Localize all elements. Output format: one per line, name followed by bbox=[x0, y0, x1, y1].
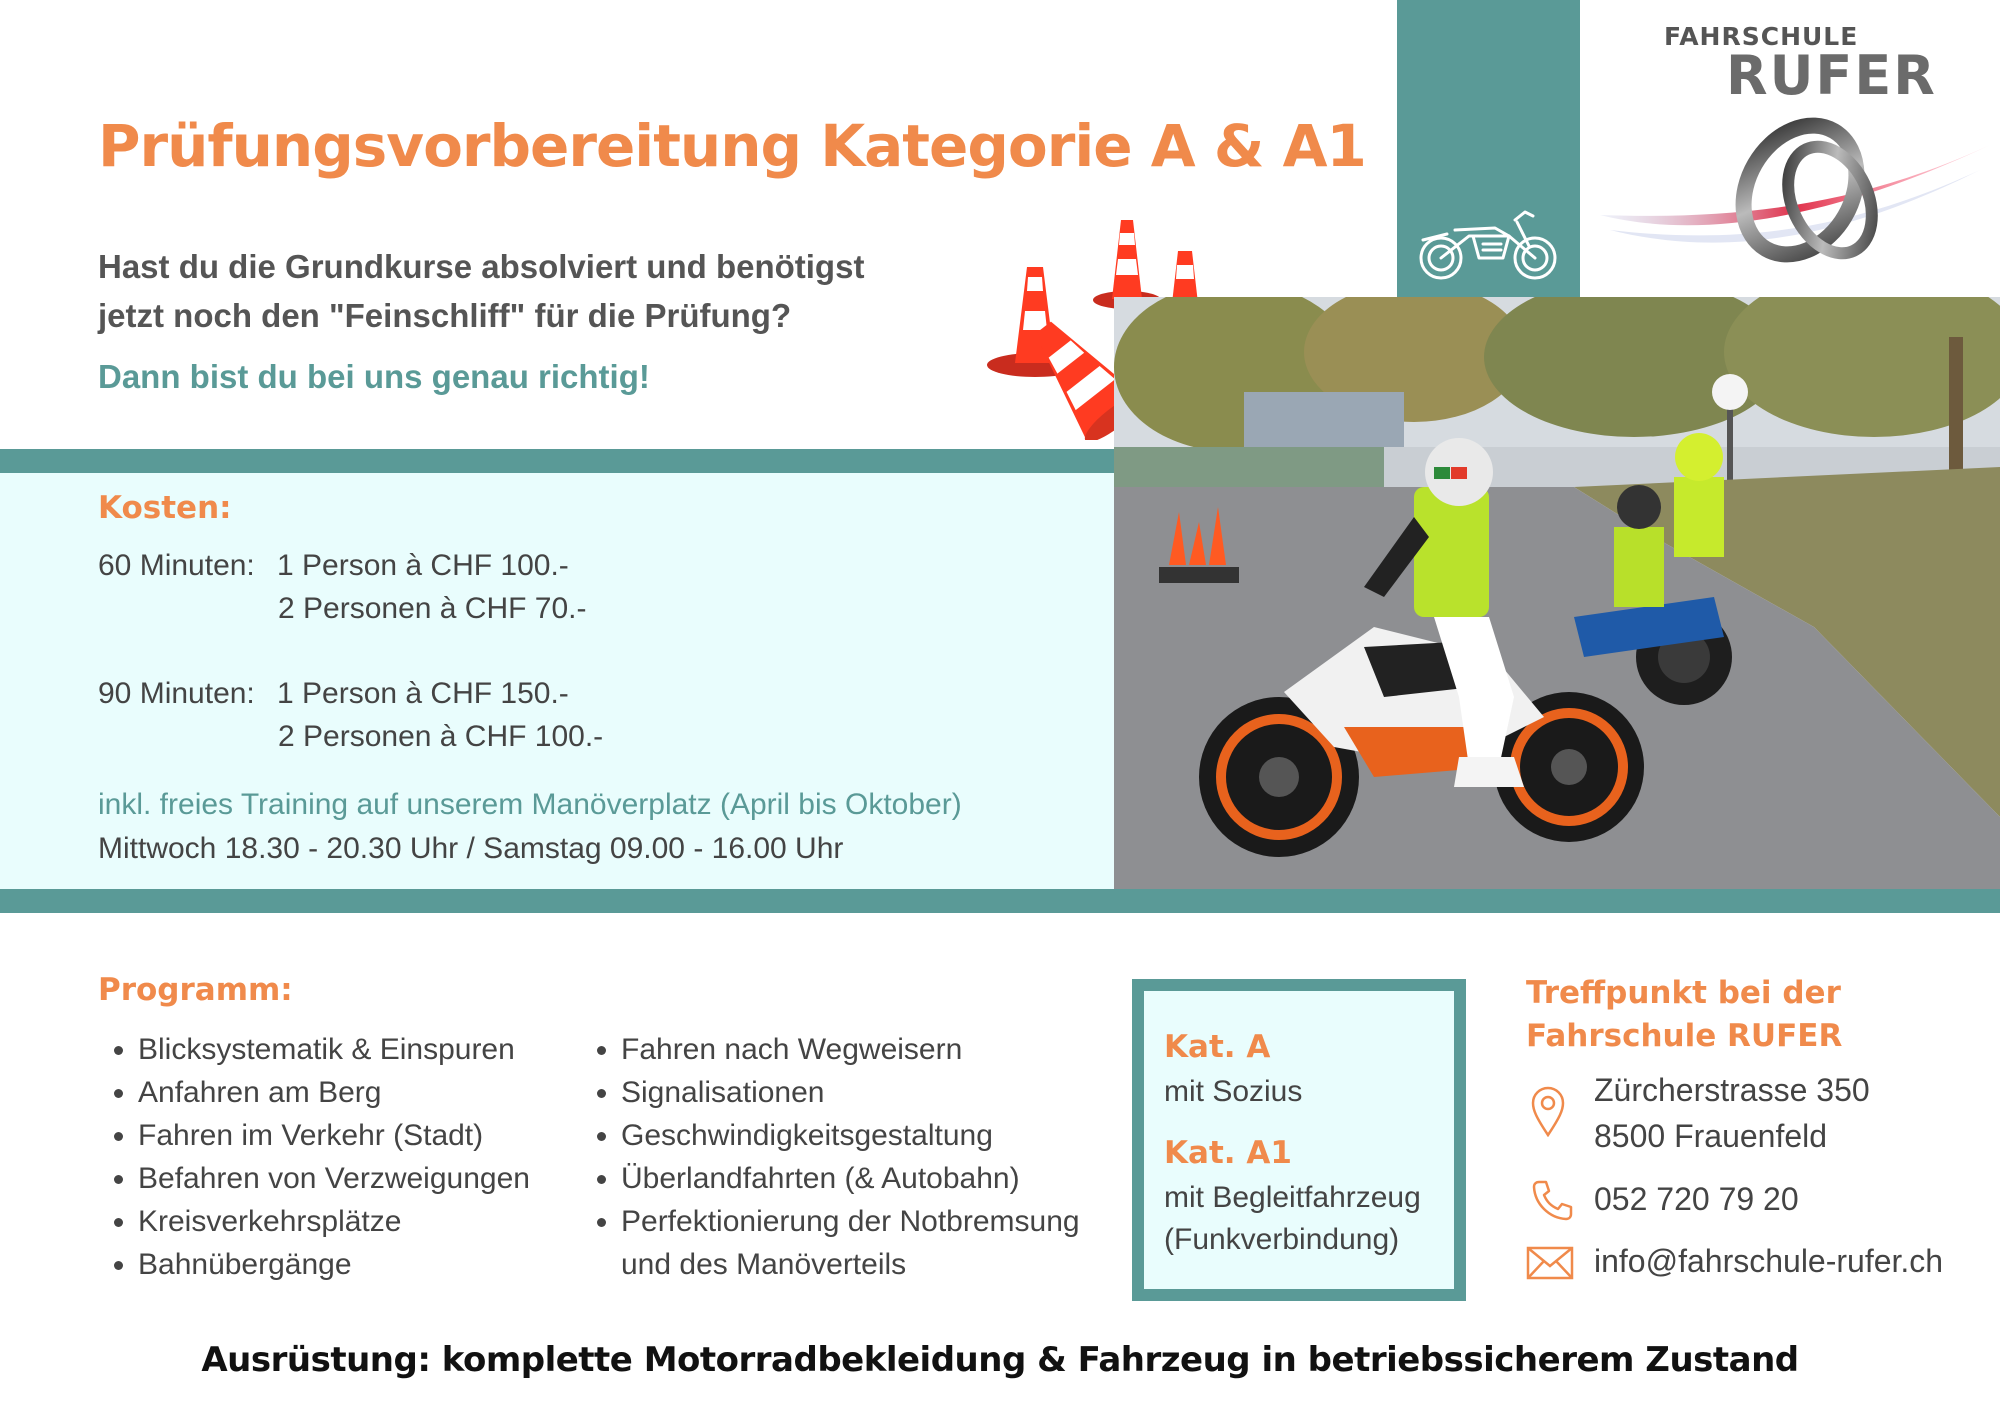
intro-line-2: jetzt noch den "Feinschliff" für die Prüfung? bbox=[98, 297, 792, 334]
list-item: • Perfektionierung der Notbremsung bbox=[621, 1200, 1080, 1243]
training-note: inkl. freies Training auf unserem Manöverplatz (April bis Oktober) bbox=[98, 788, 962, 821]
list-item: • Fahren im Verkehr (Stadt) bbox=[138, 1114, 530, 1157]
address-city: 8500 Frauenfeld bbox=[1594, 1118, 1828, 1154]
training-times: Mittwoch 18.30 - 20.30 Uhr / Samstag 09.00 - 16.00 Uhr bbox=[98, 832, 844, 865]
kosten-60-line-1: 1 Person à CHF 100.- bbox=[277, 549, 569, 582]
motorcycle-icon bbox=[1417, 200, 1560, 285]
list-item: • Anfahren am Berg bbox=[138, 1071, 530, 1114]
kosten-band-bottom bbox=[0, 889, 2000, 913]
kat-a-title: Kat. A bbox=[1164, 1029, 1271, 1065]
logo bbox=[1580, 0, 2000, 297]
list-item: • Geschwindigkeitsgestaltung bbox=[621, 1114, 1080, 1157]
phone-number[interactable]: 052 720 79 20 bbox=[1594, 1181, 1799, 1217]
list-item: • Fahren nach Wegweisern bbox=[621, 1028, 1080, 1071]
list-item: • Kreisverkehrsplätze bbox=[138, 1200, 530, 1243]
list-item: • Befahren von Verzweigungen bbox=[138, 1157, 530, 1200]
address-street: Zürcherstrasse 350 bbox=[1594, 1072, 1870, 1108]
kosten-90-label: 90 Minuten: bbox=[98, 677, 255, 710]
kosten-band-top bbox=[0, 449, 1114, 473]
list-item: • Überlandfahrten (& Autobahn) bbox=[621, 1157, 1080, 1200]
kosten-90-line-1: 1 Person à CHF 150.- bbox=[277, 677, 569, 710]
kat-a1-sub-1: mit Begleitfahrzeug bbox=[1164, 1181, 1421, 1214]
footer-equipment: Ausrüstung: komplette Motorradbekleidung & Fahrzeug in betriebssicherem Zustand bbox=[201, 1340, 1799, 1380]
intro-text bbox=[98, 242, 864, 340]
hero-photo bbox=[1114, 297, 2000, 889]
kosten-60-line-2: 2 Personen à CHF 70.- bbox=[278, 592, 587, 625]
list-item: und des Manöverteils bbox=[621, 1248, 907, 1281]
programm-list-1 bbox=[98, 1028, 530, 1286]
list-item: • Blicksystematik & Einspuren bbox=[138, 1028, 530, 1071]
mail-icon bbox=[1526, 1245, 1574, 1281]
location-pin-icon bbox=[1530, 1085, 1566, 1137]
kat-a1-title: Kat. A1 bbox=[1164, 1135, 1292, 1171]
kat-a-sub: mit Sozius bbox=[1164, 1075, 1303, 1108]
treffpunkt-title-1: Treffpunkt bei der bbox=[1526, 975, 1841, 1011]
page-title: Prüfungsvorbereitung Kategorie A & A1 bbox=[98, 112, 1366, 180]
email-link[interactable]: info@fahrschule-rufer.ch bbox=[1594, 1243, 1944, 1279]
treffpunkt-title-2: Fahrschule RUFER bbox=[1526, 1018, 1843, 1054]
logo-swoosh-icon bbox=[1600, 110, 2000, 280]
logo-line-1: FAHRSCHULE bbox=[1664, 22, 1859, 51]
kosten-title: Kosten: bbox=[98, 490, 232, 526]
kat-box bbox=[1132, 979, 1466, 1301]
list-item: • Bahnübergänge bbox=[138, 1243, 530, 1286]
phone-icon bbox=[1530, 1178, 1574, 1222]
kosten-60-label: 60 Minuten: bbox=[98, 549, 255, 582]
intro-line-1: Hast du die Grundkurse absolviert und benötigst bbox=[98, 248, 865, 285]
programm-list-2 bbox=[581, 1028, 1080, 1286]
list-item: • Signalisationen bbox=[621, 1071, 1080, 1114]
programm-title: Programm: bbox=[98, 972, 293, 1008]
intro-accent: Dann bist du bei uns genau richtig! bbox=[98, 358, 650, 395]
logo-line-2: RUFER bbox=[1726, 44, 1937, 107]
kosten-90-line-2: 2 Personen à CHF 100.- bbox=[278, 720, 604, 753]
kat-a1-sub-2: (Funkverbindung) bbox=[1164, 1223, 1400, 1256]
treffpunkt-title bbox=[1526, 972, 1842, 1058]
